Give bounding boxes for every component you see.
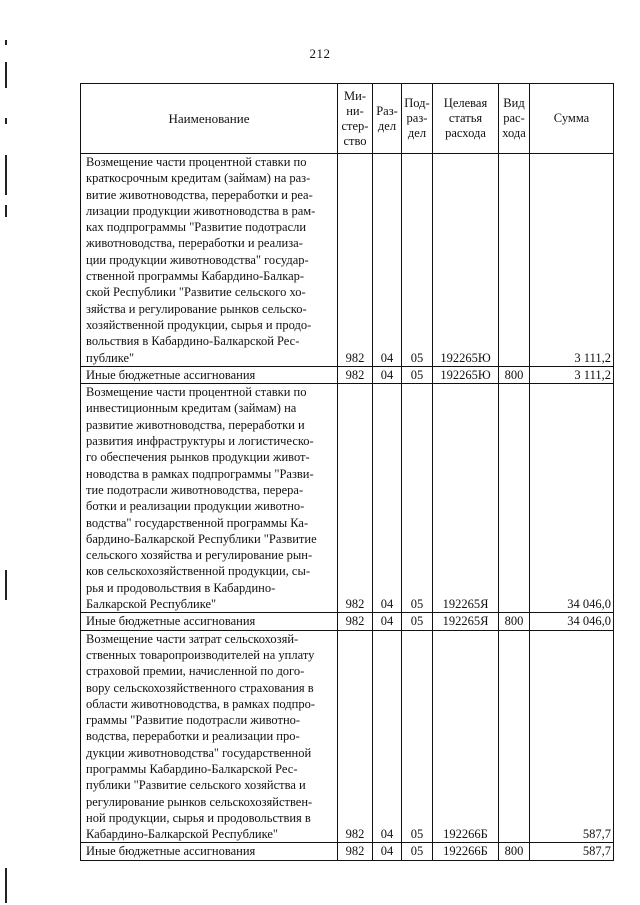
row-section: 04 bbox=[373, 154, 402, 367]
row-section: 04 bbox=[373, 843, 402, 860]
row-name: Иные бюджетные ассигнования bbox=[81, 366, 338, 383]
row-ministry: 982 bbox=[338, 613, 373, 630]
row-ministry: 982 bbox=[338, 630, 373, 843]
header-section: Раз- дел bbox=[373, 84, 402, 154]
row-ministry: 982 bbox=[338, 154, 373, 367]
row-subsection: 05 bbox=[402, 154, 433, 367]
row-target-article: 192266Б bbox=[433, 843, 499, 860]
table-row bbox=[81, 384, 614, 613]
row-expense-type bbox=[499, 630, 530, 843]
header-subsection: Под- раз- дел bbox=[402, 84, 433, 154]
table-row bbox=[81, 613, 614, 630]
table-row bbox=[81, 630, 614, 843]
header-ministry: Ми- ни- стер- ство bbox=[338, 84, 373, 154]
header-name: Наименование bbox=[81, 84, 338, 154]
header-expense-type: Вид рас- хода bbox=[499, 84, 530, 154]
row-expense-type: 800 bbox=[499, 366, 530, 383]
row-section: 04 bbox=[373, 384, 402, 613]
row-name: Иные бюджетные ассигнования bbox=[81, 613, 338, 630]
row-amount: 587,7 bbox=[530, 843, 614, 860]
row-section: 04 bbox=[373, 630, 402, 843]
row-expense-type: 800 bbox=[499, 843, 530, 860]
row-name: Возмещение части процентной ставки по краткосрочным кредитам (займам) на раз- витие животноводства, переработки и реа- лизации продукции животноводства в рам- ках подпрограммы "Развитие подотрасли животноводства, переработки и реализа- ции продукции животноводства" государ- ственной программы Кабардино-Балкар- ской Республики "Развитие сельского хо- зяйства и регулирование рынков сельско- хозяйственной продукции, сырья и продо- вольствия в Кабардино-Балкарской Рес- публике" bbox=[81, 154, 338, 367]
row-expense-type: 800 bbox=[499, 613, 530, 630]
row-name: Возмещение части процентной ставки по инвестиционным кредитам (займам) на развитие животноводства, переработки и развития инфраструктуры и логистическо- го обеспечения рынков продукции живот- новодства в рамках подпрограммы "Разви- тие подотрасли животноводства, перера- ботки и реализации продукции животно- водства" государственной программы Ка- бардино-Балкарской Республики "Развитие сельского хозяйства и регулирование рын- ков сельскохозяйственной продукции, сы- рья и продовольствия в Кабардино- Балкарской Республике" bbox=[81, 384, 338, 613]
row-subsection: 05 bbox=[402, 613, 433, 630]
table-header-row bbox=[81, 84, 614, 154]
row-name: Возмещение части затрат сельскохозяй- ственных товаропроизводителей на уплату страховой премии, начисленной по дого- вору сельскохозяйственного страхования в области животноводства, в рамках подпро- граммы "Развитие подотрасли животно- водства, переработки и реализации про- дукции животноводства" государственной программы Кабардино-Балкарской Рес- публики "Развитие сельского хозяйства и регулирование рынков сельскохозяйствен- ной продукции, сырья и продовольствия в Кабардино-Балкарской Республике" bbox=[81, 630, 338, 843]
table-row bbox=[81, 366, 614, 383]
row-target-article: 192266Б bbox=[433, 630, 499, 843]
row-ministry: 982 bbox=[338, 843, 373, 860]
row-expense-type bbox=[499, 154, 530, 367]
row-amount: 34 046,0 bbox=[530, 613, 614, 630]
row-amount: 34 046,0 bbox=[530, 384, 614, 613]
row-target-article: 192265Ю bbox=[433, 154, 499, 367]
row-subsection: 05 bbox=[402, 384, 433, 613]
row-section: 04 bbox=[373, 613, 402, 630]
row-subsection: 05 bbox=[402, 630, 433, 843]
table-row bbox=[81, 843, 614, 860]
budget-table bbox=[80, 83, 614, 861]
table-row bbox=[81, 154, 614, 367]
row-amount: 587,7 bbox=[530, 630, 614, 843]
row-target-article: 192265Я bbox=[433, 384, 499, 613]
row-expense-type bbox=[499, 384, 530, 613]
page-number: 212 bbox=[309, 46, 331, 61]
row-target-article: 192265Ю bbox=[433, 366, 499, 383]
row-subsection: 05 bbox=[402, 843, 433, 860]
row-subsection: 05 bbox=[402, 366, 433, 383]
row-ministry: 982 bbox=[338, 384, 373, 613]
row-amount: 3 111,2 bbox=[530, 154, 614, 367]
header-amount: Сумма bbox=[530, 84, 614, 154]
row-amount: 3 111,2 bbox=[530, 366, 614, 383]
row-section: 04 bbox=[373, 366, 402, 383]
row-target-article: 192265Я bbox=[433, 613, 499, 630]
scan-edge-marks bbox=[0, 0, 12, 905]
row-ministry: 982 bbox=[338, 366, 373, 383]
row-name: Иные бюджетные ассигнования bbox=[81, 843, 338, 860]
header-target-article: Целевая статья расхода bbox=[433, 84, 499, 154]
